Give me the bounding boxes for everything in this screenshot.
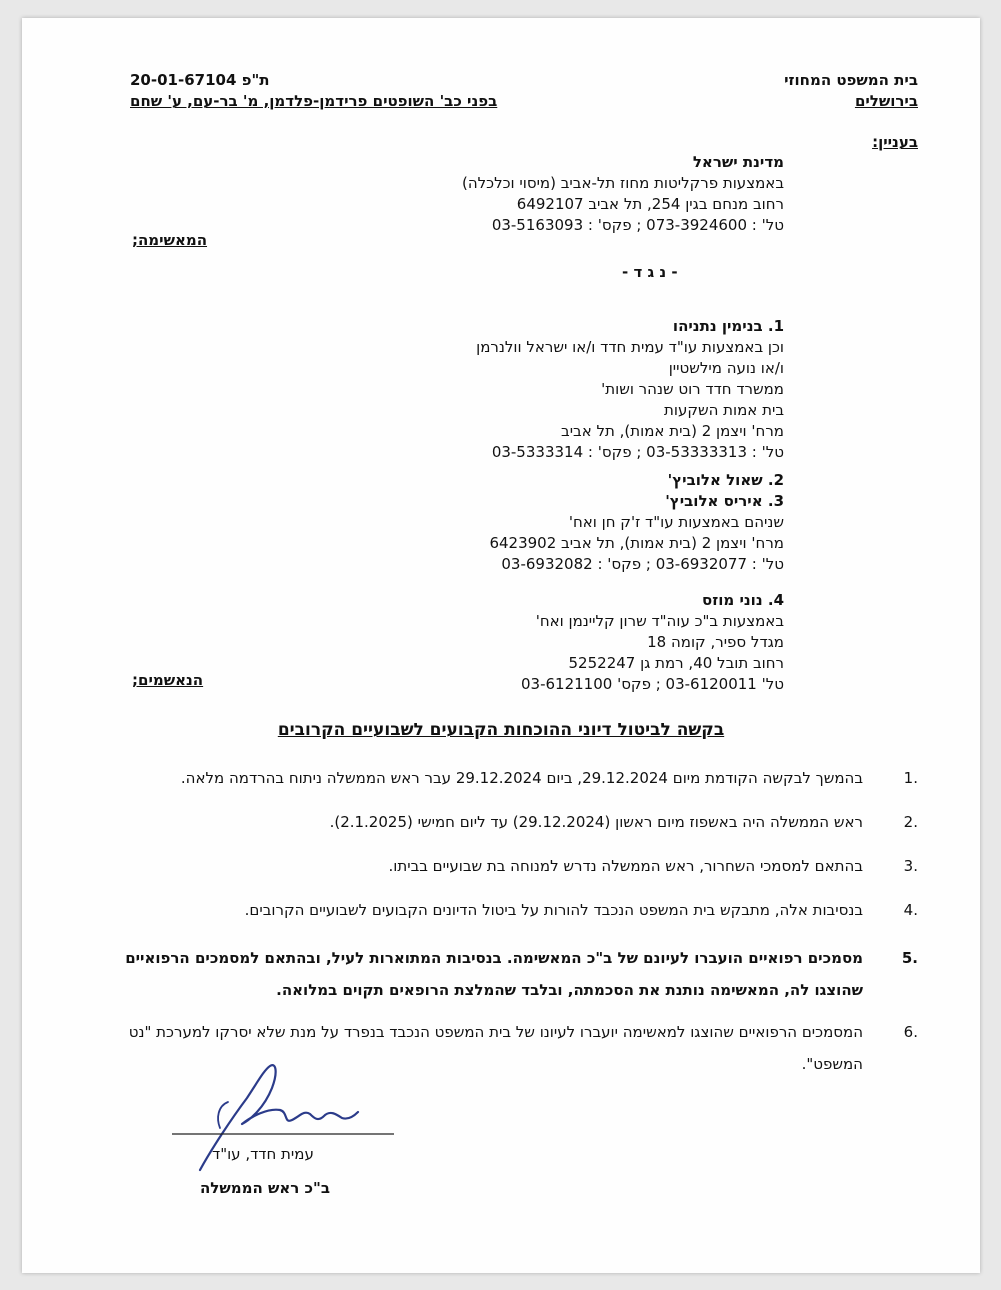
defendant3-name: 3. איריס אלוביץ' — [665, 492, 784, 510]
prosecution-line: באמצעות פרקליטות מחוז תל-אביב (מיסוי וכלכלה) — [461, 174, 784, 192]
paragraph-number: .3 — [903, 857, 918, 875]
defendant4-line: מגדל ספיר, קומה 18 — [647, 633, 784, 651]
paragraph-text: בנסיבות אלה, מתבקש בית המשפט הנכבד להורות על ביטול הדיונים הקבועים לשבועיים הקרובים. — [244, 901, 863, 919]
paragraph-text: ראש הממשלה היה באשפוז מיום ראשון (29.12.2024) עד ליום חמישי (2.1.2025). — [329, 813, 863, 831]
defendant4-block — [521, 590, 784, 695]
case-number: ת"פ 20-01-67104 — [130, 71, 270, 89]
paragraph-2 — [84, 812, 918, 833]
defendants23-line: טל' : 03-6932077 ; פקס' : 03-6932082 — [501, 555, 784, 573]
defendants23-block — [489, 470, 784, 575]
paragraph-text: המסמכים הרפואיים שהוצגו למאשימה יועברו לעיונו של בית המשפט הנכבד בנפרד על מנת שלא יסרקו למערכת "נט המשפט". — [128, 1023, 863, 1073]
defendant1-name: 1. בנימין נתניהו — [672, 317, 784, 335]
paragraph-text: מסמכים רפואיים הועברו לעיונם של ב"כ המאשימה. בנסיבות המתוארות לעיל, ובהתאם למסמכים הרפואיים שהוצגו לה, המאשימה נותנת את הסכמתה, ובלבד שהמלצת הרופאים תקוים במלואה. — [125, 949, 863, 999]
prosecution-name: מדינת ישראל — [692, 153, 784, 171]
paragraph-4 — [84, 900, 918, 921]
case-header — [130, 70, 497, 112]
defendant1-line: מרח' ויצמן 2 (בית אמות), תל אביב — [561, 422, 784, 440]
paragraph-number: .6 — [903, 1023, 918, 1041]
paragraph-number: .1 — [903, 769, 918, 787]
signer-name: עמית חדד, עו"ד — [212, 1145, 314, 1163]
document-page — [22, 18, 980, 1273]
judges-line: בפני כב' השופטים פרידמן-פלדמן, מ' בר-עם, ע' שחם — [130, 92, 498, 110]
court-header — [784, 70, 918, 112]
versus-label: - נ ג ד - — [622, 263, 678, 281]
paragraph-number: .4 — [903, 901, 918, 919]
paragraph-text: בהתאם למסמכי השחרור, ראש הממשלה נדרש למנוחה בת שבועיים בביתו. — [388, 857, 863, 875]
defendant1-line: טל' : 03-53333313 ; פקס' : 03-5333314 — [491, 443, 784, 461]
defendants-role: הנאשמים; — [132, 671, 204, 689]
court-name: בית המשפט המחוזי — [784, 71, 918, 89]
paragraph-number: .2 — [903, 813, 918, 831]
defendants23-line: שניהם באמצעות עו"ד ז'ק חן ואח' — [568, 513, 784, 531]
defendant4-line: טל' 03-6120011 ; פקס' 03-6121100 — [520, 675, 784, 693]
prosecution-line: רחוב מנחם בגין 254, תל אביב 6492107 — [516, 195, 784, 213]
defendant1-line: בית אמות השקעות — [664, 401, 784, 419]
paragraph-text: בהמשך לבקשה הקודמת מיום 29.12.2024, ביום 29.12.2024 עבר ראש הממשלה ניתוח בהרדמה מלאה. — [180, 769, 863, 787]
in-matter-label: בעניין: — [872, 133, 918, 151]
defendant2-name: 2. שאול אלוביץ' — [667, 471, 784, 489]
prosecution-line: טל' : 073-3924600 ; פקס' : 03-5163093 — [491, 216, 784, 234]
defendant4-line: באמצעות ב"כ עוה"ד שרון קליינמן ואח' — [535, 612, 784, 630]
defendant1-line: ממשרד חדד רוט שנהר ושות' — [601, 380, 784, 398]
paragraph-number: .5 — [901, 949, 918, 967]
paragraph-1 — [84, 768, 918, 789]
prosecution-role: המאשימה; — [132, 231, 208, 249]
paragraph-5 — [84, 942, 918, 1006]
prosecution-block — [462, 152, 784, 236]
defendant4-line: רחוב תובל 40, רמת גן 5252247 — [568, 654, 784, 672]
defendant1-block — [476, 316, 784, 463]
court-city: בירושלים — [854, 92, 918, 110]
defendants23-line: מרח' ויצמן 2 (בית אמות), תל אביב 6423902 — [489, 534, 784, 552]
defendant1-line: ו/או נועה מילשטיין — [668, 359, 784, 377]
defendant1-line: וכן באמצעות עו"ד עמית חדד ו/או ישראל וולנרמן — [476, 338, 784, 356]
paragraph-3 — [84, 856, 918, 877]
document-title: בקשה לביטול דיוני ההוכחות הקבועים לשבועיים הקרובים — [277, 720, 725, 740]
defendant4-name: 4. נוני מוזס — [702, 591, 784, 609]
signer-role: ב"כ ראש הממשלה — [200, 1179, 330, 1197]
